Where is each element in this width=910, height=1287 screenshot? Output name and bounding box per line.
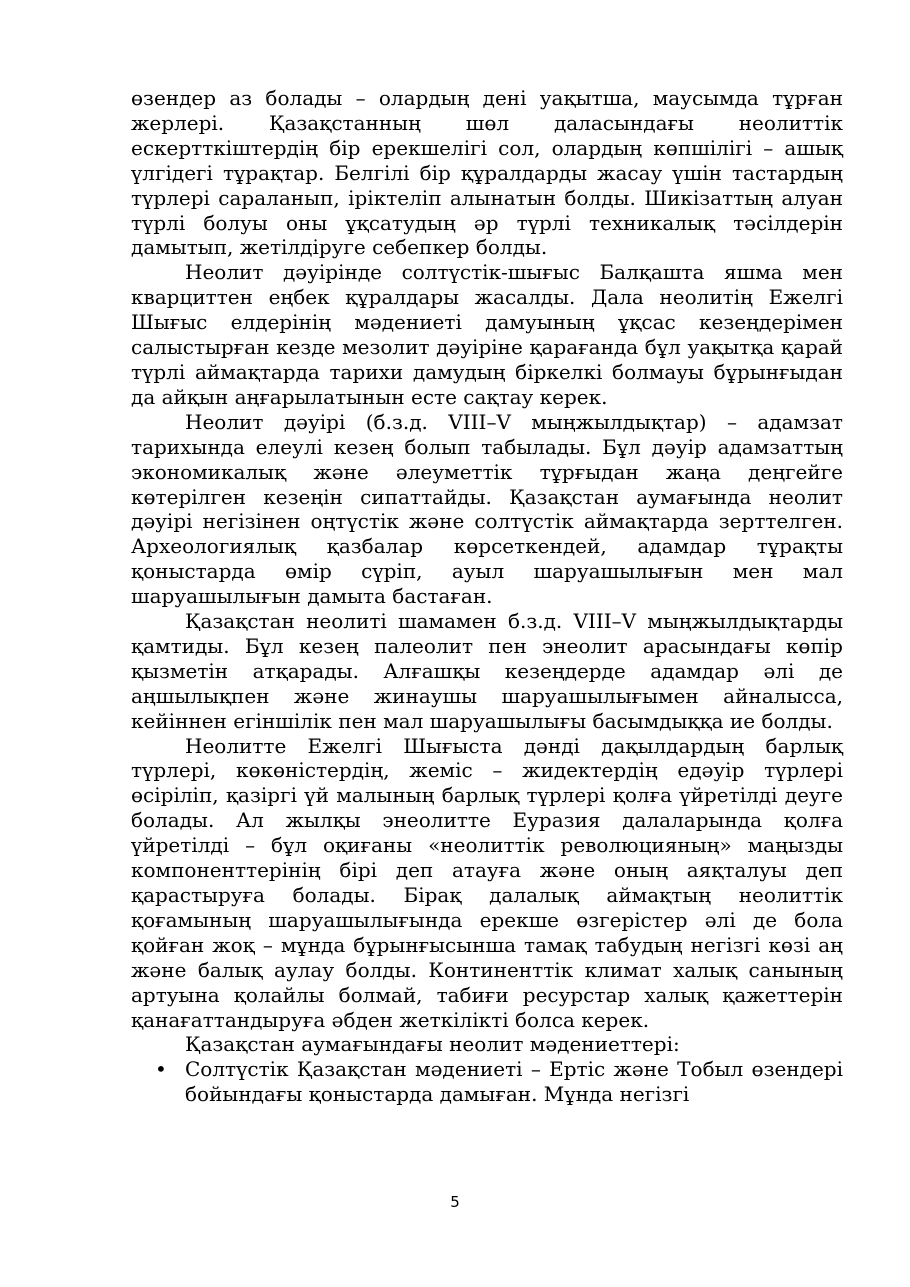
paragraph: Неолит дәуірі (б.з.д. VIII–V мыңжылдықтар) – адамзат тарихында елеулі кезең болып табылады. Бұл дәуір адамзаттың экономикалық және әлеуметтік тұрғыдан жаңа деңгейге көтерілген кезеңін сипаттайды. Қазақстан аумағында неолит дәуірі негізінен оңтүстік және солтүстік аймақтарда зерттелген. Археологиялық қазбалар көрсеткендей, адамдар тұрақты қоныстарда өмір сүріп, ауыл шаруашылығын мен мал шаруашылығын дамыта бастаған. <box>131 409 843 609</box>
list-item <box>131 1057 843 1107</box>
list-item-text: Солтүстік Қазақстан мәдениеті – Ертіс және Тобыл өзендері бойындағы қоныстарда дамыған. Мұнда негізгі <box>185 1057 843 1107</box>
list-intro: Қазақстан аумағындағы неолит мәдениеттері: <box>185 1032 680 1057</box>
paragraph: Неолитте Ежелгі Шығыста дәнді дақылдардың барлық түрлері, көкөністердің, жеміс – жидектердің едәуір түрлері өсіріліп, қазіргі үй малының барлық түрлері қолға үйретілді деуге болады. Ал жылқы энеолитте Еуразия далаларында қолға үйретілді – бұл оқиғаны «неолиттік революцияның» маңызды компоненттерінің бірі деп атауға және оның аяқталуы деп қарастыруға болады. Бірақ далалық аймақтың неолиттік қоғамының шаруашылығында ерекше өзгерістер әлі де бола қойған жоқ – мұнда бұрынғысынша тамақ табудың негізгі көзі аң және балық аулау болды. Континенттік климат халық санының артуына қолайлы болмай, табиғи ресурстар халық қажеттерін қанағаттандыруға әбден жеткілікті болса керек. <box>131 733 843 1032</box>
paragraph-continuation: өзендер аз болады – олардың дені уақытша, маусымда тұрған жерлері. Қазақстанның шөл даласындағы неолиттік ескертткіштердің бір ерекшелігі сол, олардың көпшілігі – ашық үлгідегі тұрақтар. Белгілі бір құралдарды жасау үшін тастардың түрлері сараланып, іріктеліп алынатын болды. Шикізаттың алуан түрлі болуы оны ұқсатудың әр түрлі техникалық тәсілдерін дамытып, жетілдіруге себепкер болды. <box>131 86 843 260</box>
culture-list <box>131 1057 843 1107</box>
paragraph: Қазақстан неолиті шамамен б.з.д. VIII–V мыңжылдықтарды қамтиды. Бұл кезең палеолит пен энеолит арасындағы көпір қызметін атқарады. Алғашқы кезеңдерде адамдар әлі де аңшылықпен және жинаушы шаруашылығымен айналысса, кейіннен егіншілік пен мал шаруашылығы басымдыққа ие болды. <box>131 609 843 733</box>
body-text <box>131 86 843 1107</box>
paragraph: Неолит дәуірінде солтүстік-шығыс Балқашта яшма мен кварциттен еңбек құралдары жасалды. Дала неолитің Ежелгі Шығыс елдерінің мәдениеті дамуының ұқсас кезеңдерімен салыстырған кезде мезолит дәуіріне қарағанда бұл уақытқа қарай түрлі аймақтарда тарихи дамудың біркелкі болмауы бұрынғыдан да айқын аңғарылатынын есте сақтау керек. <box>131 260 843 409</box>
page-number: 5 <box>450 1193 460 1211</box>
bullet-icon: • <box>155 1057 167 1082</box>
